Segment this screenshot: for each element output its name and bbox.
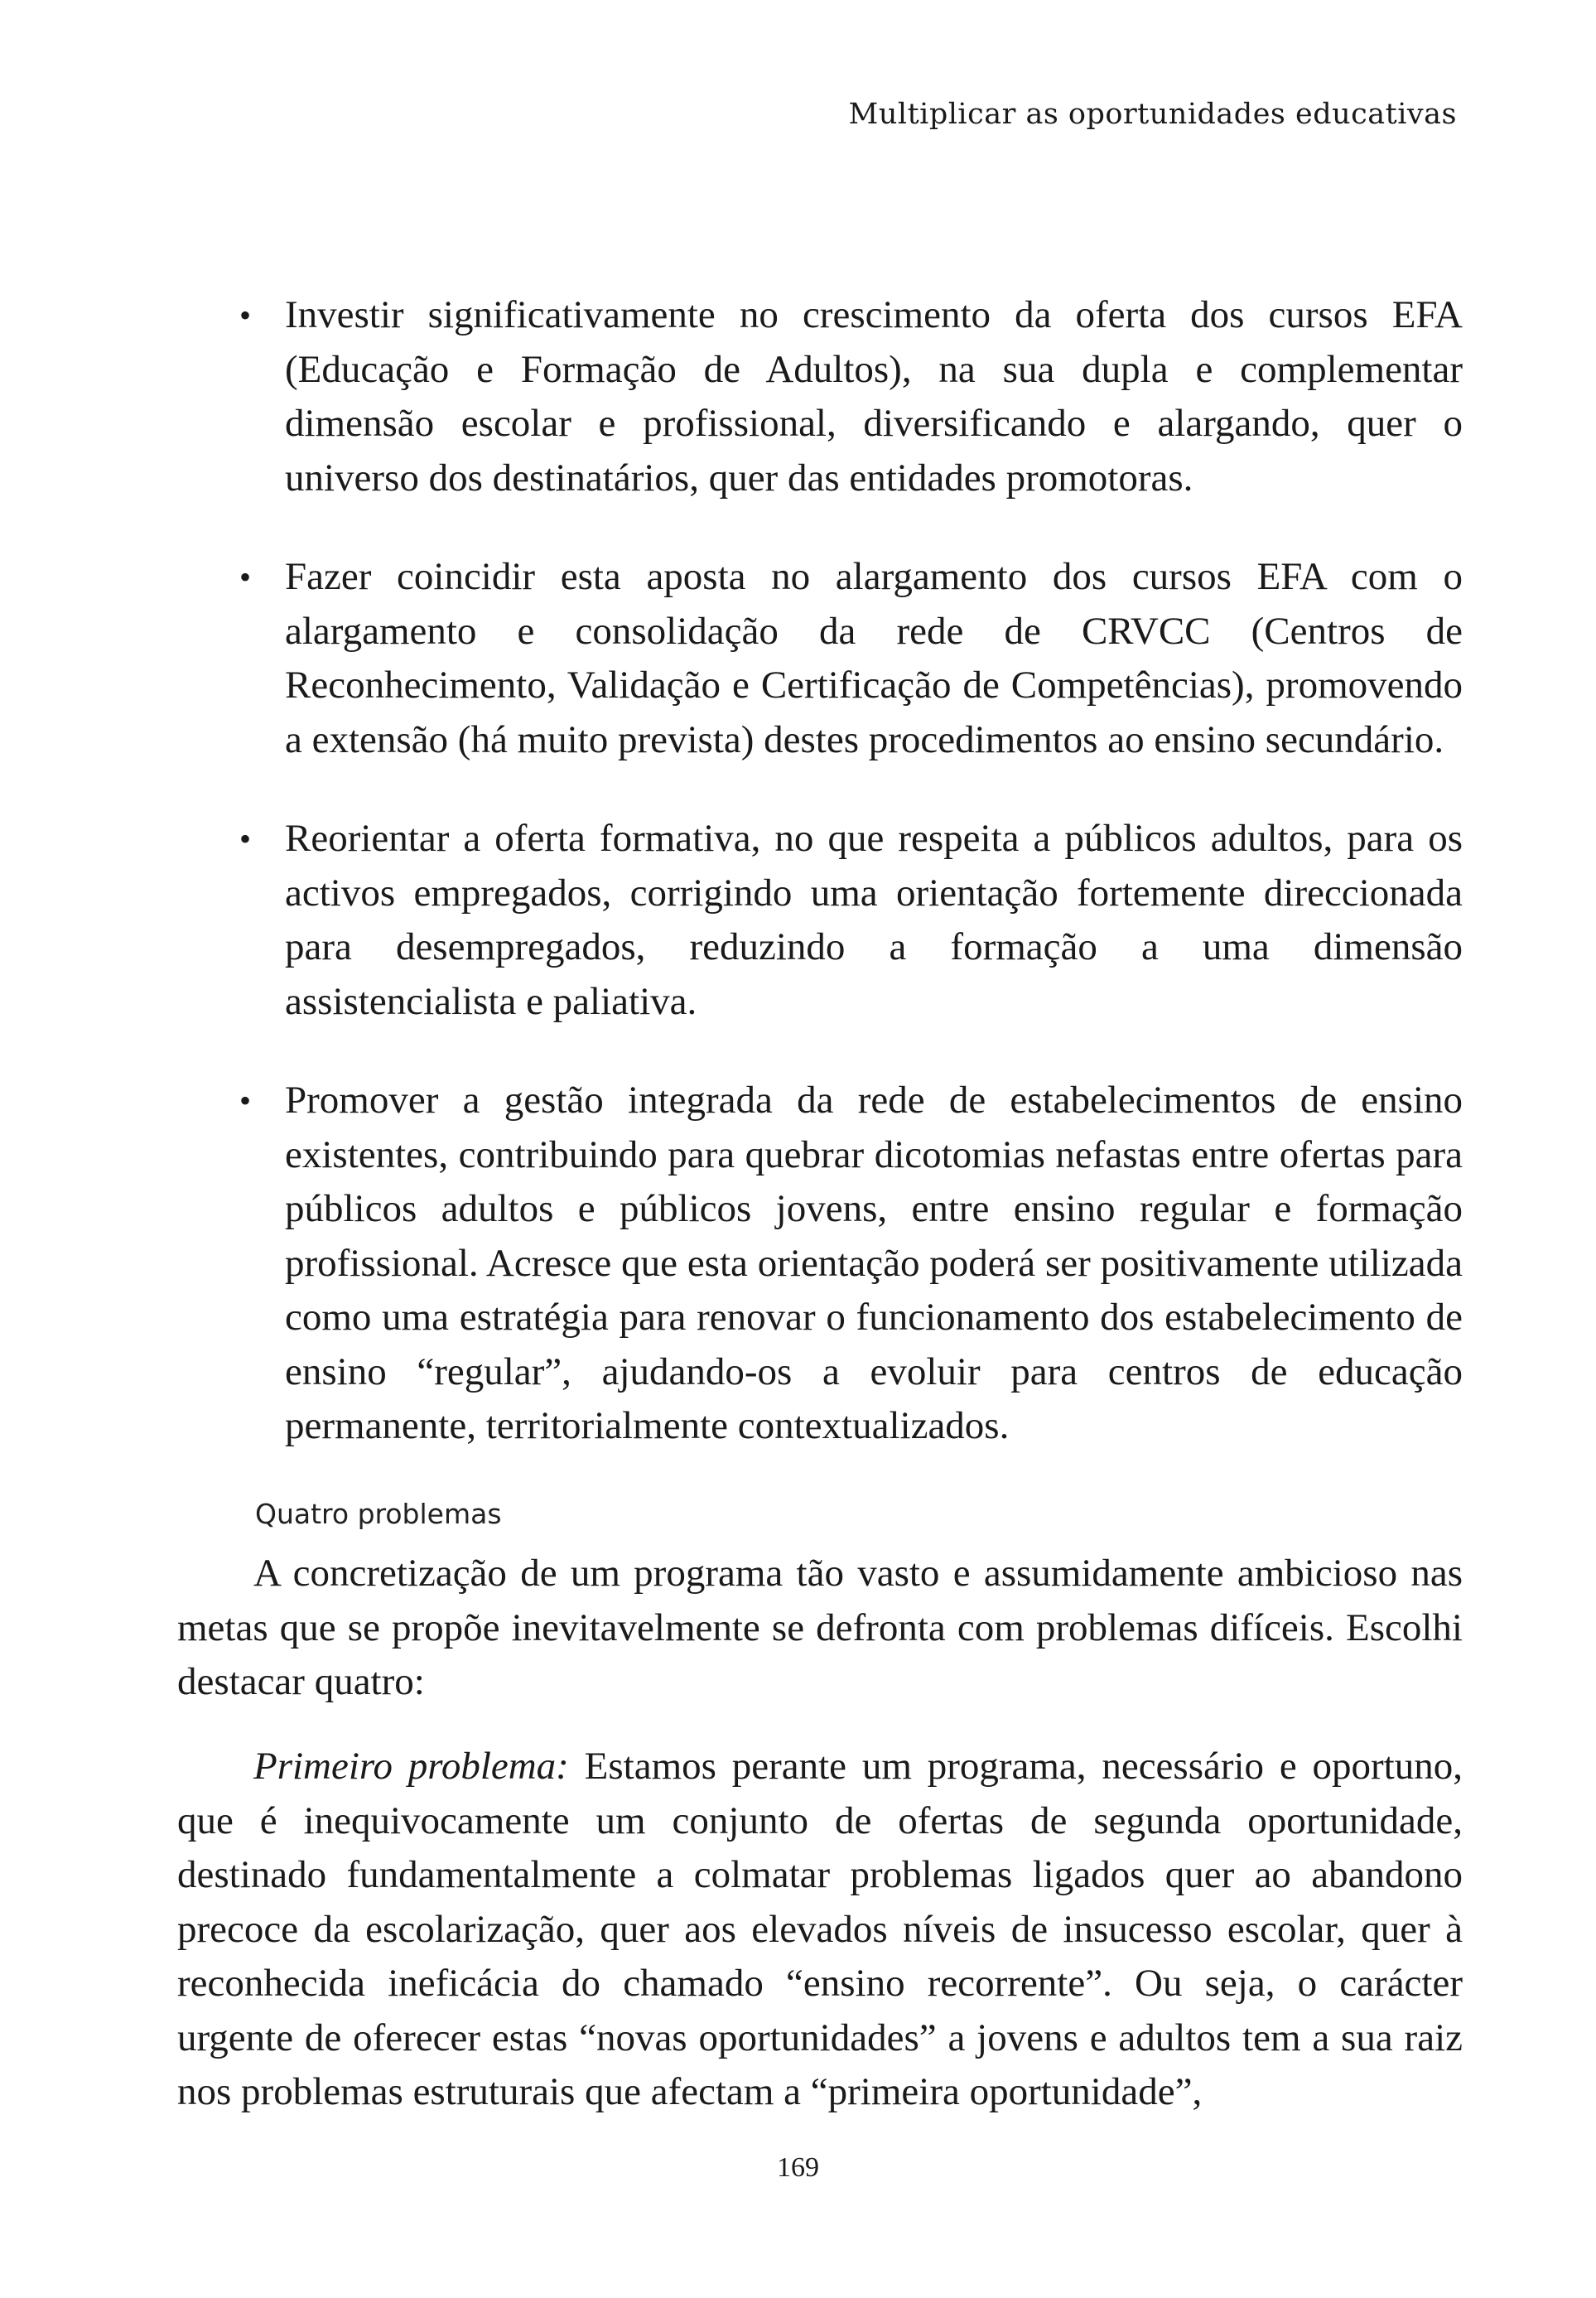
intro-paragraph: A concretização de um programa tão vasto e assumidamente ambicioso nas metas que se propõe inevitavelmente se defronta com problemas difíceis. Escolhi destacar quatro:: [177, 1552, 1463, 1703]
bullet-text: Investir significativamente no crescimento da oferta dos cursos EFA (Educação e Formação de Adultos), na sua dupla e complementar dimensão escolar e profissional, diversificando e alargando, quer o universo dos destinatários, quer das entidades promotoras.: [285, 293, 1463, 500]
problem-label: Primeiro problema:: [253, 1745, 569, 1788]
bullet-icon: •: [239, 1082, 252, 1119]
bullet-text: Fazer coincidir esta aposta no alargamento dos cursos EFA com o alargamento e consolidação da rede de CRVCC (Centros de Reconhecimento, Validação e Certificação de Competências), promovendo a extensão (há muito prevista) destes procedimentos ao ensino secundário.: [285, 555, 1463, 761]
section-heading: Quatro problemas: [255, 1498, 502, 1530]
first-problem-paragraph: [177, 1740, 1463, 2120]
bullet-item: [238, 812, 1463, 1029]
bullet-text: Reorientar a oferta formativa, no que respeita a públicos adultos, para os activos empregados, corrigindo uma orientação fortemente direccionada para desempregados, reduzindo a formação a uma dimensão assistencialista e paliativa.: [285, 817, 1463, 1023]
running-header: Multiplicar as oportunidades educativas: [848, 98, 1457, 131]
bullet-icon: •: [239, 297, 252, 334]
page-number: 169: [777, 2152, 819, 2183]
bullet-text: Promover a gestão integrada da rede de estabelecimentos de ensino existentes, contribuindo para quebrar dicotomias nefastas entre ofertas para públicos adultos e públicos jovens, entre ensino regular e formação profissional. Acresce que esta orientação poderá ser positivamente utilizada como uma estratégia para renovar o funcionamento dos estabelecimento de ensino “regular”, ajudando-os a evoluir para centros de educação permanente, territorialmente contextualizados.: [285, 1079, 1463, 1447]
bullet-item: [238, 288, 1463, 505]
bullet-icon: •: [239, 820, 252, 857]
bullet-item: [238, 550, 1463, 767]
bullet-icon: •: [239, 558, 252, 596]
bullet-item: [238, 1074, 1463, 1454]
problem-text: Estamos perante um programa, necessário e oportuno, que é inequivocamente um conjunto de ofertas de segunda oportunidade, destinado fundamentalmente a colmatar problemas ligados quer ao abandono precoce da escolarização, quer aos elevados níveis de insucesso escolar, quer à reconhecida ineficácia do chamado “ensino recorrente”. Ou seja, o carácter urgente de oferecer estas “novas oportunidades” a jovens e adultos tem a sua raiz nos problemas estruturais que afectam a “primeira oportunidade”,: [177, 1745, 1463, 2113]
bullet-list: [238, 288, 1463, 1499]
